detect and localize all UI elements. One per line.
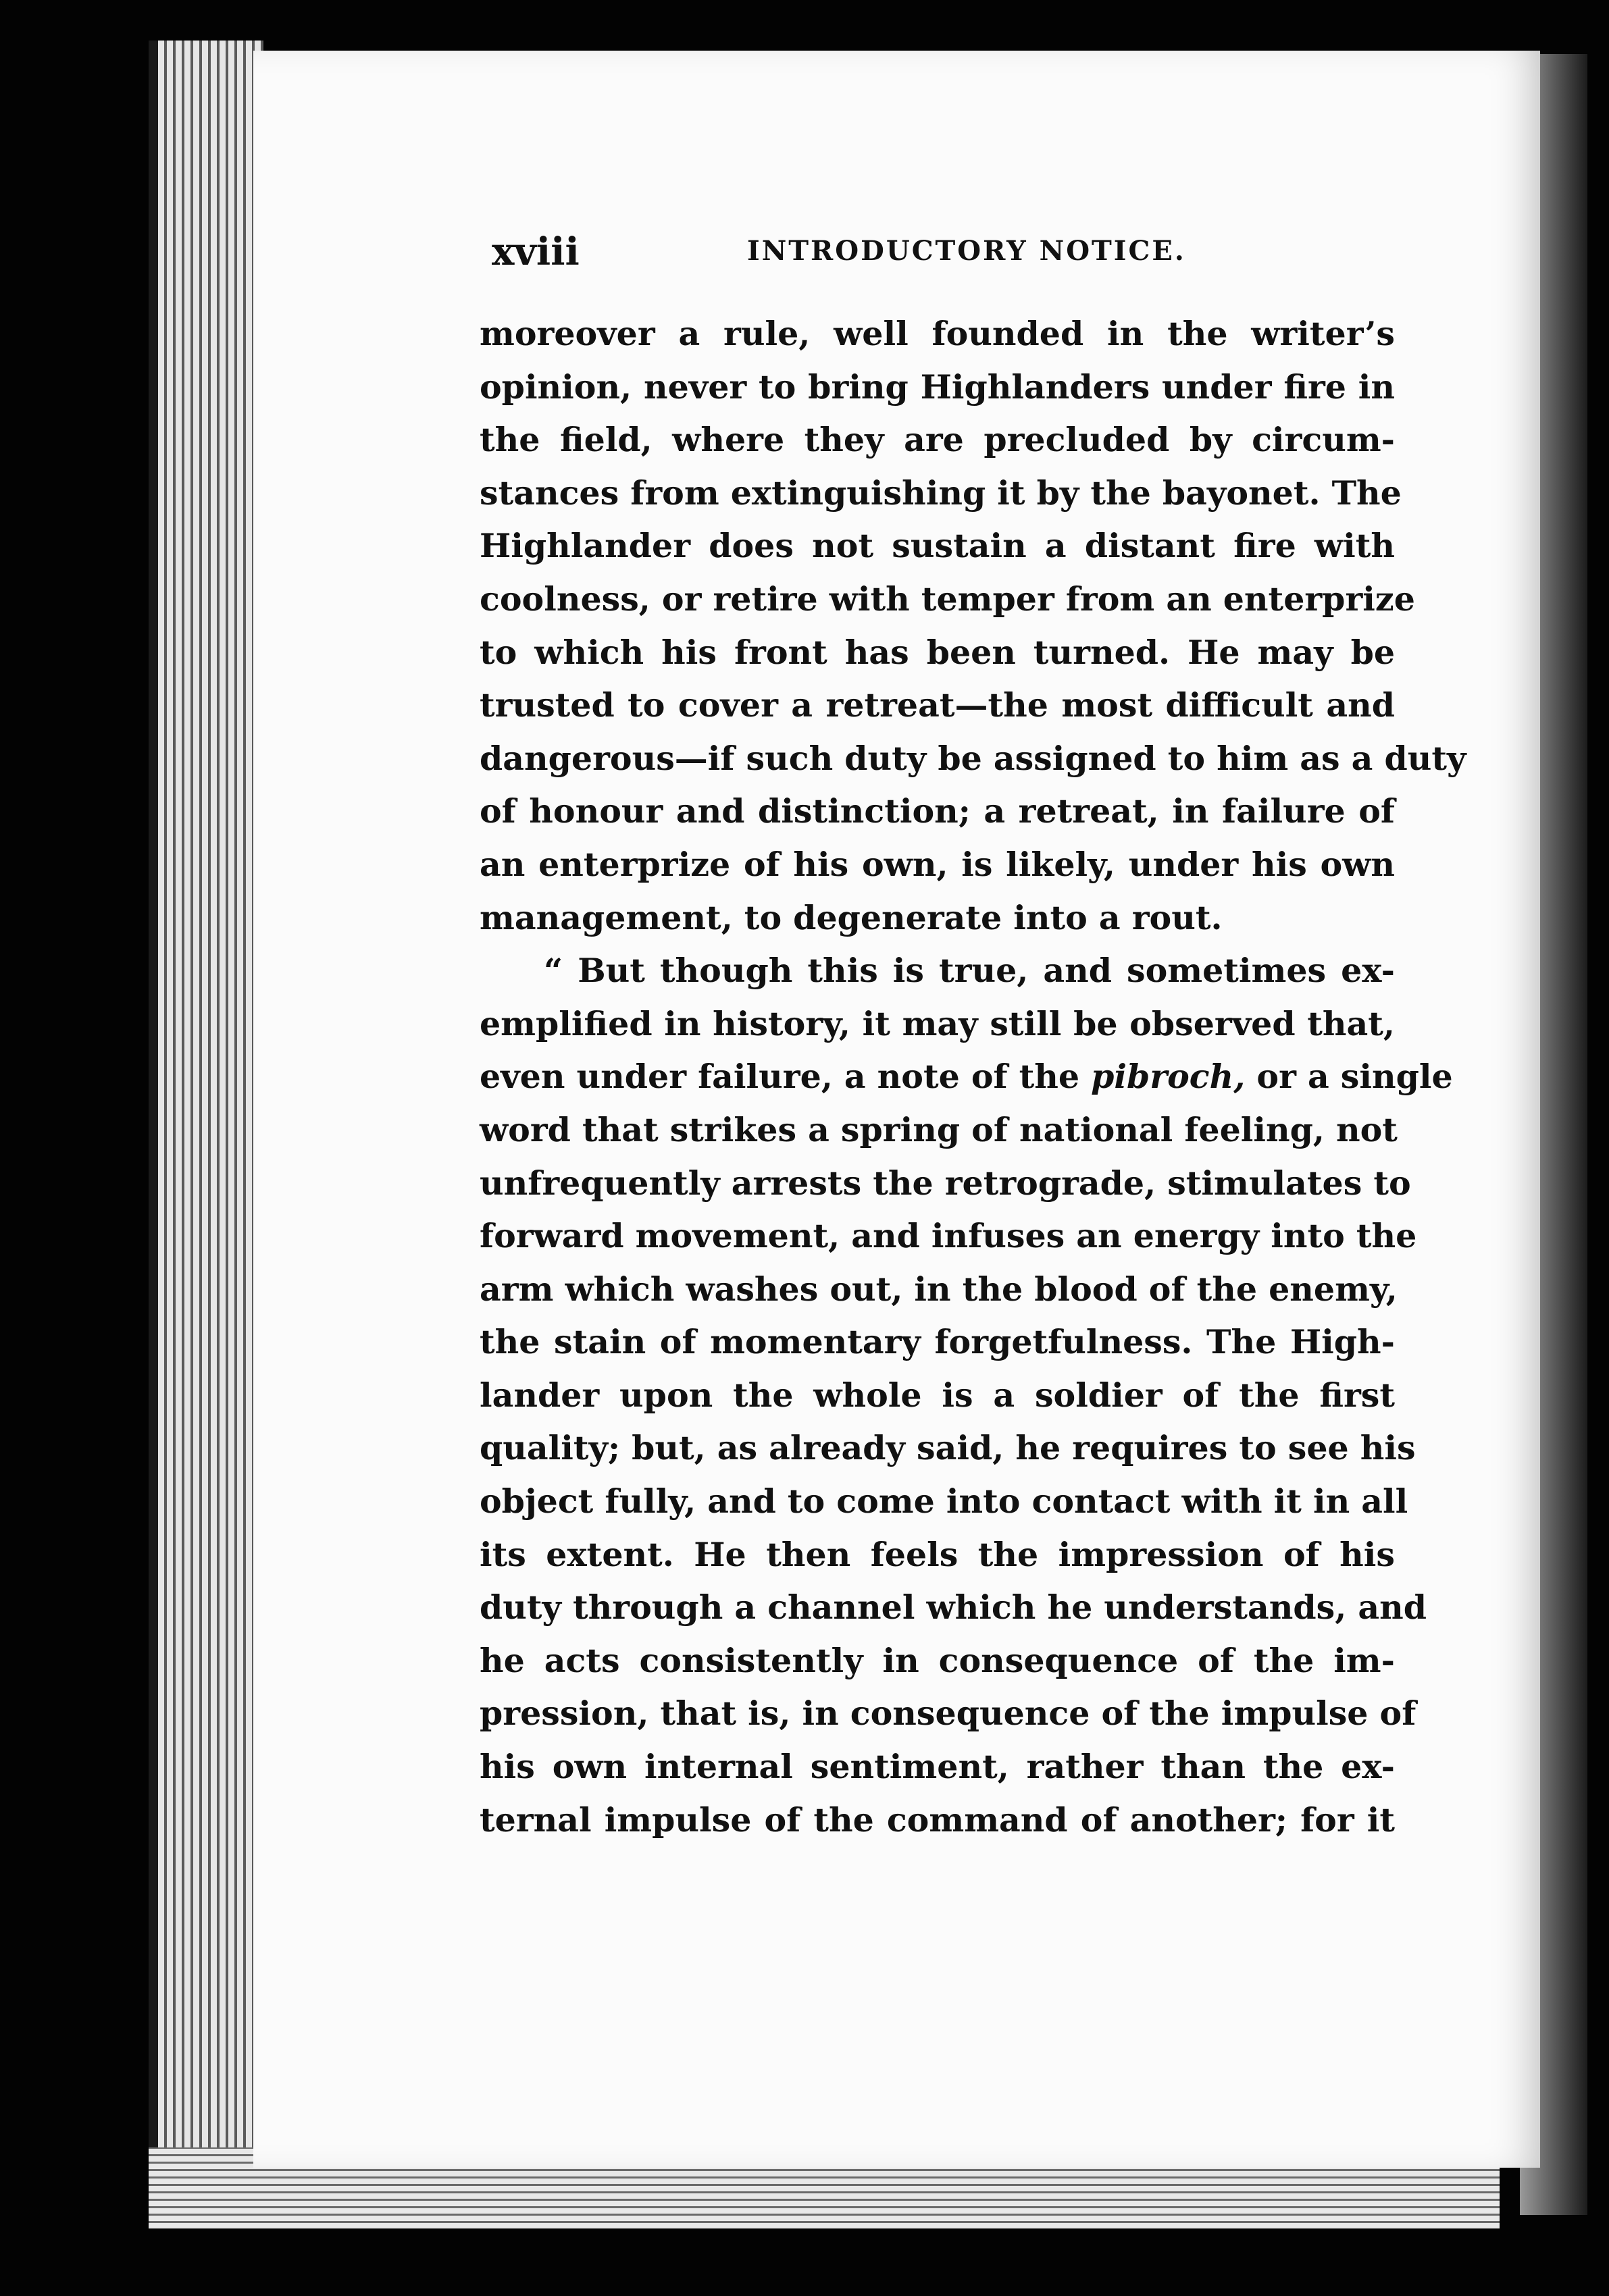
book-page-edges xyxy=(149,41,263,2228)
text-line: an enterprize of his own, is likely, under his own xyxy=(480,844,1395,884)
text-line: object fully, and to come into contact with it in all xyxy=(480,1482,1408,1521)
text-line: quality; but, as already said, he requires to see his xyxy=(480,1428,1416,1468)
page-number: xviii xyxy=(492,230,580,274)
text-line: lander upon the whole is a soldier of the first xyxy=(480,1375,1395,1415)
text-line: he acts consistently in consequence of the im- xyxy=(480,1640,1395,1680)
text-segment: even under failure, a note of the xyxy=(480,1057,1092,1097)
text-line: the field, where they are precluded by circum- xyxy=(480,420,1395,460)
running-head: INTRODUCTORY NOTICE. xyxy=(747,235,1186,267)
text-line: dangerous—if such duty be assigned to him as a duty xyxy=(480,738,1466,778)
text-line: ternal impulse of the command of another; for it xyxy=(480,1800,1395,1840)
text-line: duty through a channel which he understands, and xyxy=(480,1588,1427,1627)
text-line: arm which washes out, in the blood of the enemy, xyxy=(480,1269,1398,1309)
body-text xyxy=(480,307,1466,1846)
text-line: his own internal sentiment, rather than the ex- xyxy=(480,1747,1395,1787)
text-line: unfrequently arrests the retrograde, stimulates to xyxy=(480,1163,1411,1203)
italic-word: pibroch, xyxy=(1091,1057,1246,1097)
text-line: Highlander does not sustain a distant fire with xyxy=(480,526,1395,566)
text-line: to which his front has been turned. He may be xyxy=(480,632,1395,672)
text-line: the stain of momentary forgetfulness. The High- xyxy=(480,1322,1395,1362)
text-line: its extent. He then feels the impression of his xyxy=(480,1534,1395,1574)
text-line: forward movement, and infuses an energy into the xyxy=(480,1216,1417,1256)
text-line: of honour and distinction; a retreat, in failure of xyxy=(480,791,1395,831)
text-line: trusted to cover a retreat—the most difficult and xyxy=(480,685,1395,725)
text-line: management, to degenerate into a rout. xyxy=(480,897,1223,937)
text-line: pression, that is, in consequence of the impulse of xyxy=(480,1694,1416,1733)
page-header xyxy=(492,230,1186,284)
text-line: opinion, never to bring Highlanders under fire in xyxy=(480,367,1395,407)
text-line: moreover a rule, well founded in the writer’s xyxy=(480,314,1395,353)
text-line: emplified in history, it may still be observed that, xyxy=(480,1003,1395,1043)
text-line: stances from extinguishing it by the bayonet. The xyxy=(480,473,1402,513)
text-line: word that strikes a spring of national feeling, not xyxy=(480,1110,1398,1149)
text-line: “ But though this is true, and sometimes ex- xyxy=(544,951,1395,991)
text-line: coolness, or retire with temper from an enterprize xyxy=(480,579,1415,619)
text-segment: or a single xyxy=(1245,1057,1453,1097)
text-line-with-italic xyxy=(480,1050,1453,1103)
